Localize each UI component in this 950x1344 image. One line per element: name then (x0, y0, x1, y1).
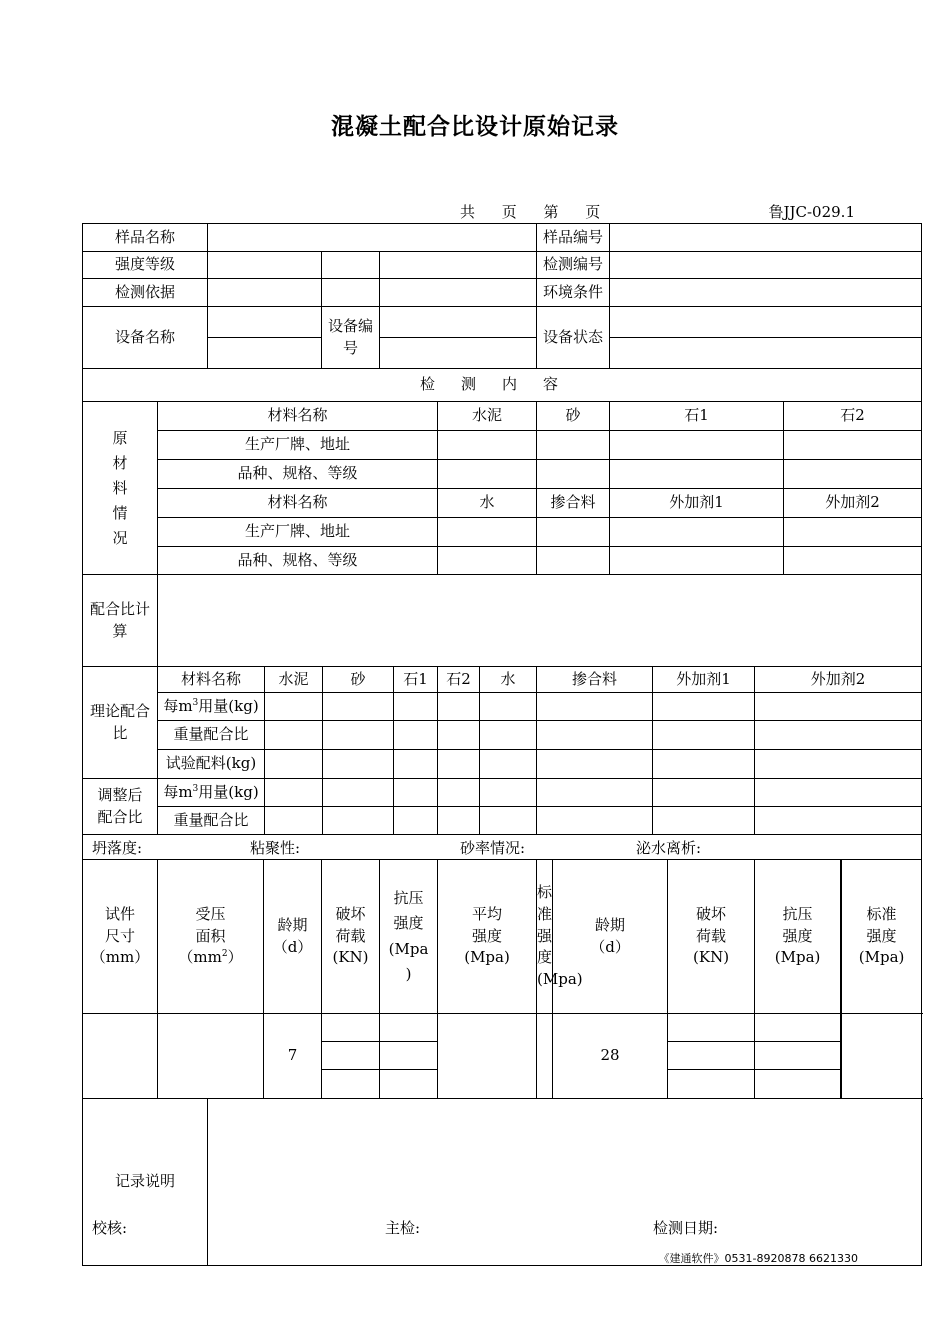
theory-col-water: 水 (480, 667, 537, 693)
raw-col-water: 水 (438, 489, 537, 518)
std-strength-header-b: 标准 强度 (Mpa) (842, 860, 922, 1014)
chief-inspector-label: 主检: (385, 1219, 421, 1237)
age-28-cell: 28 (553, 1014, 668, 1099)
raw-material-text: 原材料情况 (112, 428, 128, 547)
test-no-label: 检测编号 (537, 252, 610, 279)
raw-col-stone-1: 石1 (610, 402, 784, 431)
theory-col-stone-2: 石2 (438, 667, 480, 693)
theory-trial-label: 试验配料(kg) (158, 750, 265, 779)
environment-label: 环境条件 (537, 279, 610, 307)
theory-col-additive-1: 外加剂1 (653, 667, 755, 693)
pressure-area-cell[interactable] (158, 1014, 264, 1099)
avg-strength-header-a: 平均 强度 (Mpa) (438, 860, 537, 1014)
maker-label-a: 生产厂牌、地址 (158, 431, 438, 460)
equip-no-value-1[interactable] (380, 307, 537, 338)
load-header-b: 破坏 荷载 (KN) (668, 860, 755, 1014)
section-title: 检测内容 (83, 369, 922, 402)
sample-name-label: 样品名称 (83, 224, 208, 252)
raw-col-additive-1: 外加剂1 (610, 489, 784, 518)
equip-status-value-1[interactable] (610, 307, 922, 338)
avg-strength-7-cell[interactable] (438, 1014, 537, 1099)
record-form (82, 223, 922, 1266)
cohesion-label: 粘聚性: (250, 839, 301, 857)
load-header-a: 破坏 荷载 (KN) (322, 860, 380, 1014)
equip-name-label: 设备名称 (83, 307, 208, 369)
specimen-size-cell[interactable] (83, 1014, 158, 1099)
comp-strength-header-a: 抗压 强度 (Mpa ) (380, 860, 438, 1014)
specimen-size-header: 试件 尺寸 （mm） (83, 860, 158, 1014)
equip-name-value-2[interactable] (208, 338, 322, 369)
theory-col-admixture: 掺合料 (537, 667, 653, 693)
adjusted-usage-label: 每$m^3$用量(kg) (158, 779, 265, 807)
sample-name-value[interactable] (208, 224, 537, 252)
material-name-label-a: 材料名称 (158, 402, 438, 431)
spec-label-b: 品种、规格、等级 (158, 547, 438, 575)
strength-grade-label: 强度等级 (83, 252, 208, 279)
raw-col-additive-2: 外加剂2 (784, 489, 922, 518)
equip-status-label: 设备状态 (537, 307, 610, 369)
theory-col-additive-2: 外加剂2 (755, 667, 922, 693)
comp-strength-header-b: 抗压 强度 (Mpa) (755, 860, 841, 1014)
page-info: 共 页 第 页 (460, 203, 601, 221)
equip-no-label: 设备编号 (322, 307, 380, 369)
equip-status-value-2[interactable] (610, 338, 922, 369)
sample-no-label: 样品编号 (537, 224, 610, 252)
test-basis-label: 检测依据 (83, 279, 208, 307)
test-basis-value-3[interactable] (380, 279, 537, 307)
form-code: 鲁JJC-029.1 (768, 203, 855, 221)
std-strength-header-a: 标准 强度 (Mpa) (537, 860, 553, 1014)
notes-label: 记录说明 (83, 1099, 208, 1266)
test-date-label: 检测日期: (653, 1219, 719, 1237)
test-basis-value-2[interactable] (322, 279, 380, 307)
theory-col-sand: 砂 (323, 667, 394, 693)
test-basis-value-1[interactable] (208, 279, 322, 307)
theory-col-cement: 水泥 (265, 667, 323, 693)
sand-ratio-label: 砂率情况: (460, 839, 526, 857)
bleeding-label: 泌水离析: (636, 839, 702, 857)
test-no-value[interactable] (610, 252, 922, 279)
theory-col-stone-1: 石1 (394, 667, 438, 693)
age-7-cell: 7 (264, 1014, 322, 1099)
strength-grade-value-3[interactable] (380, 252, 537, 279)
theory-col-material: 材料名称 (158, 667, 265, 693)
raw-material-label (83, 402, 158, 575)
reviewer-label: 校核: (92, 1219, 128, 1237)
material-name-label-b: 材料名称 (158, 489, 438, 518)
strength-grade-value-1[interactable] (208, 252, 322, 279)
theory-label: 理论配合比 (83, 667, 158, 779)
theory-ratio-label: 重量配合比 (158, 721, 265, 750)
std-strength-7-cell[interactable] (537, 1014, 553, 1099)
environment-value[interactable] (610, 279, 922, 307)
maker-label-b: 生产厂牌、地址 (158, 518, 438, 547)
raw-col-stone-2: 石2 (784, 402, 922, 431)
mix-calc-area[interactable] (158, 575, 922, 667)
strength-grade-value-2[interactable] (322, 252, 380, 279)
notes-area[interactable] (208, 1099, 922, 1266)
spec-label-a: 品种、规格、等级 (158, 460, 438, 489)
adjusted-label: 调整后 配合比 (83, 779, 158, 835)
adjusted-ratio-label: 重量配合比 (158, 807, 265, 835)
workability-row (83, 835, 922, 860)
age-header-a: 龄期 （d） (264, 860, 322, 1014)
equip-no-value-2[interactable] (380, 338, 537, 369)
software-footer: 《建通软件》0531-8920878 6621330 (658, 1252, 858, 1265)
slump-label: 坍落度: (92, 839, 143, 857)
std-strength-28-cell[interactable] (842, 1014, 922, 1099)
document-title: 混凝土配合比设计原始记录 (331, 114, 619, 140)
raw-col-cement: 水泥 (438, 402, 537, 431)
age-header-b: 龄期 （d） (553, 860, 668, 1014)
equip-name-value-1[interactable] (208, 307, 322, 338)
sample-no-value[interactable] (610, 224, 922, 252)
mix-calc-label: 配合比计算 (83, 575, 158, 667)
raw-col-sand: 砂 (537, 402, 610, 431)
theory-usage-label: 每$m^3$用量(kg) (158, 693, 265, 721)
pressure-area-header: 受压 面积 $(mm^2)$ (158, 860, 264, 1014)
raw-col-admixture: 掺合料 (537, 489, 610, 518)
